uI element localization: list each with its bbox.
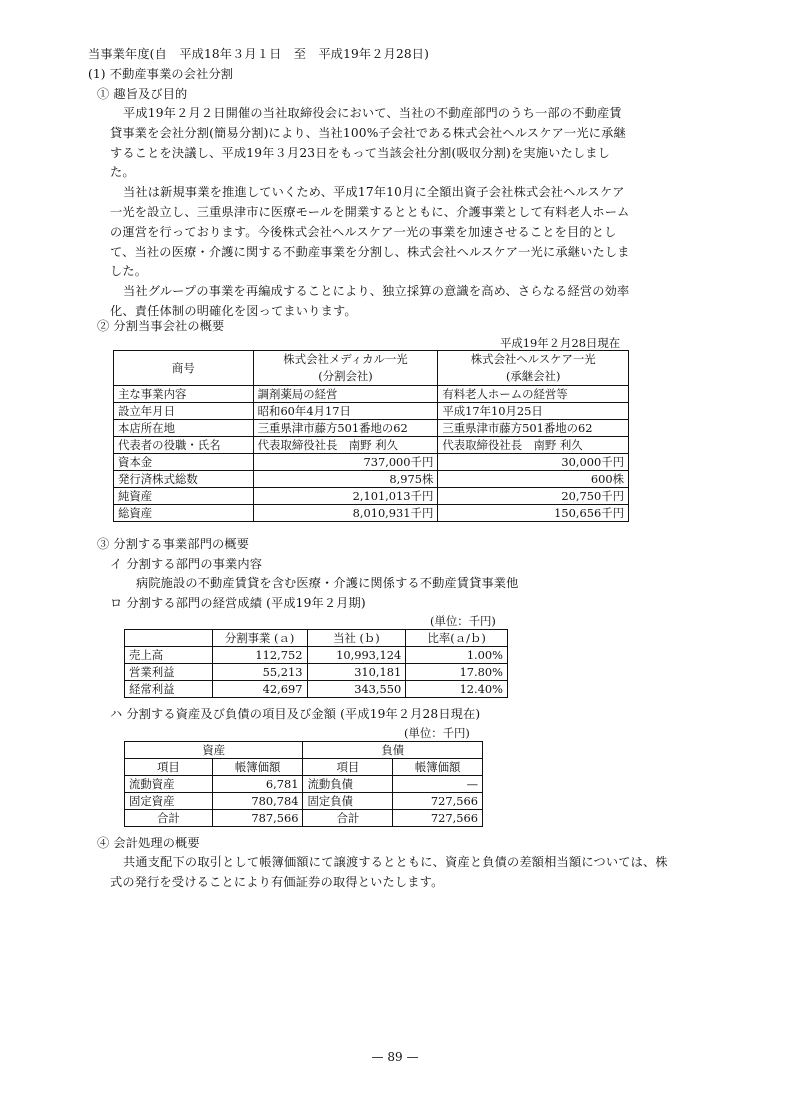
cell-asset-item: 固定資産 [125, 793, 213, 810]
header-blank [125, 630, 213, 647]
cell-successor: 150,656千円 [438, 505, 629, 522]
performance-table [124, 629, 508, 698]
accounting-paragraph [110, 853, 670, 893]
successor-company-name: 株式会社ヘルスケア一光 [470, 352, 596, 366]
section-1-2-heading: ② 分割当事会社の概要 [97, 319, 225, 333]
table-row [114, 386, 629, 403]
cell-split-business: 55,213 [212, 664, 307, 681]
cell-splitting: 8,975株 [253, 471, 438, 488]
table-header-row [125, 630, 508, 647]
cell-liability-item: 流動負債 [303, 776, 393, 793]
table-row [125, 647, 508, 664]
header-company: 当社 (ｂ) [307, 630, 406, 647]
cell-liability-value: 727,566 [393, 793, 483, 810]
table-row [114, 488, 629, 505]
cell-successor: 代表取締役社長 南野 利久 [438, 437, 629, 454]
table-row [114, 454, 629, 471]
row-label: 発行済株式総数 [114, 471, 254, 488]
cell-asset-value: 6,781 [212, 776, 303, 793]
cell-successor: 三重県津市藤方501番地の62 [438, 420, 629, 437]
assets-liabilities-table [124, 741, 483, 827]
cell-ratio: 1.00% [406, 647, 508, 664]
cell-splitting: 8,010,931千円 [253, 505, 438, 522]
cell-splitting: 昭和60年4月17日 [253, 403, 438, 420]
cell-asset-total: 787,566 [212, 810, 303, 827]
cell-splitting: 三重県津市藤方501番地の62 [253, 420, 438, 437]
table-row [125, 793, 483, 810]
header-assets: 資産 [125, 742, 303, 759]
header-liability-value: 帳簿価額 [393, 759, 483, 776]
table-row [125, 776, 483, 793]
row-label: 代表者の役職・氏名 [114, 437, 254, 454]
table-row [125, 681, 508, 698]
row-label: 本店所在地 [114, 420, 254, 437]
cell-ratio: 17.80% [406, 664, 508, 681]
cell-successor: 20,750千円 [438, 488, 629, 505]
cell-liability-value: — [393, 776, 483, 793]
header-successor-company [438, 351, 629, 386]
table-row [114, 403, 629, 420]
cell-successor: 有料老人ホームの経営等 [438, 386, 629, 403]
row-label: 純資産 [114, 488, 254, 505]
table-group-header-row [125, 742, 483, 759]
section-1-1-heading: ① 趣旨及び目的 [97, 87, 188, 101]
cell-splitting: 調剤薬局の経営 [253, 386, 438, 403]
subsection-i-heading: イ 分割する部門の事業内容 [110, 557, 263, 571]
assets-unit: (単位：千円) [404, 726, 470, 740]
row-label: 主な事業内容 [114, 386, 254, 403]
header-ratio: 比率(ａ/ｂ) [406, 630, 508, 647]
cell-splitting: 代表取締役社長 南野 利久 [253, 437, 438, 454]
cell-ratio: 12.40% [406, 681, 508, 698]
row-label: 売上高 [125, 647, 213, 664]
cell-company: 310,181 [307, 664, 406, 681]
table-row [114, 420, 629, 437]
subsection-ha-heading: ハ 分割する資産及び負債の項目及び金額 (平成19年２月28日現在) [110, 707, 481, 721]
header-liability-item: 項目 [303, 759, 393, 776]
section-1-4-heading: ④ 会計処理の概要 [97, 836, 200, 850]
table-row [114, 471, 629, 488]
table-row [125, 664, 508, 681]
header-asset-item: 項目 [125, 759, 213, 776]
splitting-company-name: 株式会社メディカル一光 [283, 352, 408, 366]
section-1-heading: (1) 不動産事業の会社分割 [88, 67, 234, 81]
company-overview-table [113, 350, 629, 522]
subsection-i-text: 病院施設の不動産賃貸を含む医療・介護に関係する不動産賃貸事業他 [136, 576, 519, 590]
row-label: 資本金 [114, 454, 254, 471]
purpose-paragraph-1: 平成19年２月２日開催の当社取締役会において、当社の不動産部門のうち一部の不動産賃貸事業を会社分割(簡易分割)により、当社100%子会社である株式会社ヘルスケア一光に承継することを決議し、平成19年３月23日をもって当該会社分割(吸収分割)を実施いたしました。 [110, 106, 626, 180]
as-of-date: 平成19年２月28日現在 [500, 336, 621, 350]
cell-asset-value: 780,784 [212, 793, 303, 810]
table-row [114, 437, 629, 454]
cell-splitting: 2,101,013千円 [253, 488, 438, 505]
row-label: 総資産 [114, 505, 254, 522]
performance-unit: (単位：千円) [430, 614, 496, 628]
cell-successor: 600株 [438, 471, 629, 488]
row-label: 経常利益 [125, 681, 213, 698]
header-trade-name: 商号 [114, 351, 254, 386]
accounting-text: 共通支配下の取引として帳簿価額にて譲渡するとともに、資産と負債の差額相当額については、株式の発行を受けることにより有価証券の取得といたします。 [110, 855, 668, 889]
cell-company: 343,550 [307, 681, 406, 698]
cell-successor: 30,000千円 [438, 454, 629, 471]
cell-company: 10,993,124 [307, 647, 406, 664]
cell-split-business: 112,752 [212, 647, 307, 664]
section-1-3-heading: ③ 分割する事業部門の概要 [97, 537, 250, 551]
table-header-row [125, 759, 483, 776]
cell-liability-item: 固定負債 [303, 793, 393, 810]
cell-liability-total: 727,566 [393, 810, 483, 827]
header-splitting-company [253, 351, 438, 386]
fiscal-year-heading: 当事業年度(自 平成18年３月１日 至 平成19年２月28日) [88, 47, 429, 61]
splitting-company-role: (分割会社) [318, 369, 373, 383]
header-split-business: 分割事業 (ａ) [212, 630, 307, 647]
purpose-paragraph-2: 当社は新規事業を推進していくため、平成17年10月に全額出資子会社株式会社ヘルスケア一光を設立し、三重県津市に医療モールを開業するとともに、介護事業として有料老人ホームの運営を行っております。今後株式会社ヘルスケア一光の事業を加速させることを目的として、当社の医療・介護に関する不動産事業を分割し、株式会社ヘルスケア一光に承継いたしました。 [110, 185, 630, 279]
cell-successor: 平成17年10月25日 [438, 403, 629, 420]
header-liabilities: 負債 [303, 742, 483, 759]
cell-asset-total-label: 合計 [125, 810, 213, 827]
cell-asset-item: 流動資産 [125, 776, 213, 793]
table-row [114, 505, 629, 522]
cell-splitting: 737,000千円 [253, 454, 438, 471]
header-asset-value: 帳簿価額 [212, 759, 303, 776]
cell-split-business: 42,697 [212, 681, 307, 698]
table-header-row [114, 351, 629, 386]
row-label: 営業利益 [125, 664, 213, 681]
row-label: 設立年月日 [114, 403, 254, 420]
subsection-ro-heading: ロ 分割する部門の経営成績 (平成19年２月期) [110, 596, 366, 610]
successor-company-role: (承継会社) [505, 369, 561, 383]
table-total-row [125, 810, 483, 827]
purpose-paragraph-3: 当社グループの事業を再編成することにより、独立採算の意識を高め、さらなる経営の効率化、責任体制の明確化を図ってまいります。 [110, 284, 630, 318]
purpose-paragraphs [110, 104, 634, 322]
page-number: — 89 — [371, 1050, 419, 1064]
cell-liability-total-label: 合計 [303, 810, 393, 827]
